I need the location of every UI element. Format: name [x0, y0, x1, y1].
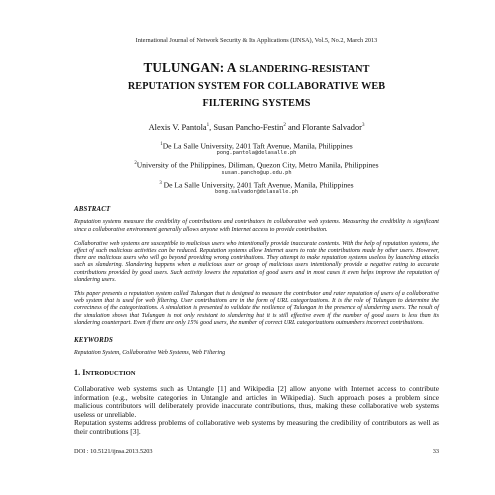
affiliation-text: De La Salle University, 2401 Taft Avenue, Manila, Philippines — [162, 141, 353, 151]
author-name: Susan Pancho-Festin — [213, 122, 284, 132]
affiliation-sup: 1 — [160, 141, 163, 147]
author-name: Alexis V. Pantola — [148, 122, 207, 132]
affiliation-sup: 3 — [159, 180, 162, 186]
affiliation — [74, 159, 439, 177]
title-line-1-b: SLANDERING-RESISTANT — [239, 64, 370, 75]
affiliation-email: pong.pantola@delasalle.ph — [216, 150, 297, 157]
affiliation-text: De La Salle University, 2401 Taft Avenue, Manila, Philippines — [161, 180, 354, 190]
title-line-1-a: TULUNGAN: A — [143, 60, 240, 75]
doi-text: DOI : 10.5121/ijnsa.2013.5203 — [74, 448, 153, 455]
journal-header: International Journal of Network Security & Its Applications (IJNSA), Vol.5, No.2, March 2013 — [135, 37, 378, 44]
keywords-text: Reputation System, Collaborative Web Systems, Web Filtering — [74, 350, 226, 357]
abstract-paragraph: This paper presents a reputation system called Tulungan that is designed to measure the contributor and rater reputation of users of a collaborative web system that is used for web filtering. User contributions are in the form of URL categorizations. It is the role of Tulungan to determine the correctness of the categorizations. A simulation is presented to validate the resilience of Tulungan in the presence of slandering users. The result of the simulation shows that Tulungan is not only resistant to slandering but it is still effective even if the number of good users is less than its slandering counterpart. Even if there are only 15% good users, the number of correct URL categorizations outnumbers incorrect contributions. — [74, 291, 439, 326]
author-sep: and — [285, 122, 303, 132]
title-line-2 — [80, 77, 433, 94]
author-sep: , — [209, 122, 214, 132]
body-paragraph: Collaborative web systems such as Untangle [1] and Wikipedia [2] allow anyone with Internet access to contribute information (e.g., website categories in Untangle and articles in Wikipedia). Such approach poses a problem since malicious contributors will deliberately provide inaccurate contributions, thus, making these collaborative web systems useless or unreliable. — [74, 384, 439, 419]
title-line-2-text: REPUTATION SYSTEM FOR COLLABORATIVE WEB — [127, 81, 386, 92]
affiliation-text: University of the Philippines, Diliman, Quezon City, Metro Manila, Philippines — [136, 160, 379, 170]
author-list — [74, 121, 439, 133]
author-sup: 1 — [206, 123, 210, 128]
title-line-3-text: FILTERING SYSTEMS — [202, 98, 311, 109]
intro-heading-rest: NTRODUCTION — [85, 370, 136, 378]
body-paragraph: Reputation systems address problems of collaborative web systems by measuring the credibility of contributors as well as their contributions [3]. — [74, 418, 439, 436]
page-footer — [74, 448, 439, 456]
affiliation-email: bong.salvador@delasalle.ph — [215, 189, 298, 196]
affiliation — [74, 179, 439, 197]
introduction-heading — [74, 368, 439, 379]
author-sup: 2 — [283, 123, 286, 128]
abstract-heading: ABSTRACT — [74, 206, 111, 214]
affiliation-email: susan.pancho@up.edu.ph — [221, 169, 292, 176]
page-number: 33 — [432, 448, 439, 455]
author-sup: 3 — [361, 123, 365, 128]
paper-title — [80, 60, 433, 111]
affiliation-sup: 2 — [134, 161, 137, 167]
affiliation — [74, 140, 439, 158]
author-name: Florante Salvador — [302, 122, 362, 132]
title-line-3 — [80, 94, 433, 111]
abstract-paragraph: Collaborative web systems are susceptible to malicious users who intentionally provide inaccurate contents. With the help of reputation systems, the effect of such malicious activities can be reduced. Reputation systems allow Internet users to rate the contributions made by other users. However, there are malicious users who will go beyond providing wrong contributions. They attempt to make reputation systems useless by launching attacks such as slandering. Slandering happens when a malicious user or group of malicious users intentionally provide a negative rating to accurate contributions provided by good users. Such activity lowers the reputation of good users and in most cases it even helps improve the reputation of slandering users. — [74, 240, 439, 283]
intro-heading-num: 1. I — [74, 368, 86, 378]
title-line-1 — [80, 60, 433, 77]
keywords-heading: KEYWORDS — [74, 337, 113, 345]
abstract-paragraph: Reputation systems measure the credibility of contributions and contributors in collaborative web systems. Measuring the credibility is significant since a collaborative environment generally allows anyone with Internet access to provide contribution. — [74, 219, 439, 233]
